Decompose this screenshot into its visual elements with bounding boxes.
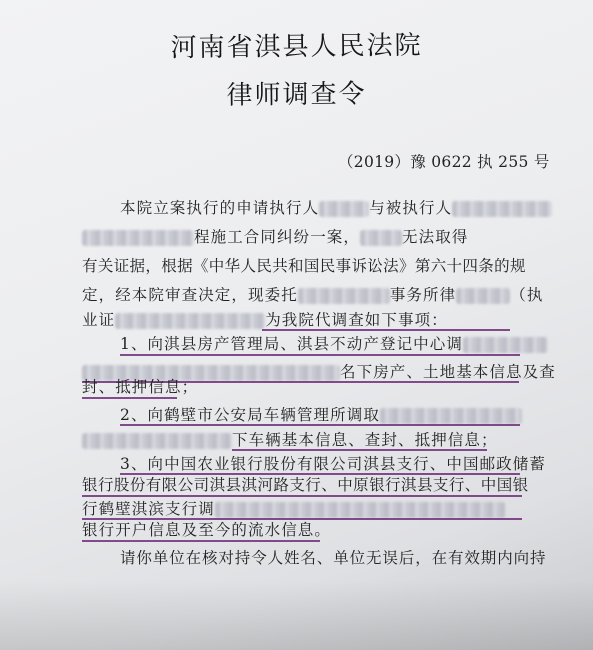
redacted-text (82, 230, 194, 246)
body-text: 封、抵押信息； (82, 378, 199, 396)
body-text: 2、向鹤壁市公安局车辆管理所调取 (120, 406, 380, 424)
body-text: 有关证据，根据《中华人民共和国民事诉讼法》第六十四条的规 (82, 257, 526, 275)
body-line-3 (82, 254, 526, 276)
body-line-14 (82, 518, 331, 540)
redacted-name (452, 201, 552, 217)
body-text: 下车辆基本信息、查封、抵押信息； (232, 431, 498, 449)
body-text: 名下房产、土地基本信息及查 (340, 363, 556, 381)
body-text: 行鹤壁淇滨支行调 (82, 500, 215, 518)
redacted-text (360, 230, 402, 246)
body-text: 定，经本院审查决定，现委托 (82, 286, 298, 304)
underline-mark (120, 424, 520, 426)
underline-mark (262, 329, 510, 331)
underline-mark (120, 354, 520, 356)
redacted-text (82, 433, 232, 449)
body-line-15 (120, 546, 546, 568)
underline-mark (82, 397, 177, 399)
body-text: 业证 (82, 311, 116, 329)
document-title: 律师调查令 (226, 79, 367, 111)
redacted-text (380, 408, 522, 424)
body-text: 无法取得 (402, 228, 469, 246)
redacted-text (215, 502, 505, 518)
body-line-11 (120, 452, 546, 474)
body-text: 本院立案执行的申请执行人 (120, 199, 320, 217)
redacted-text (456, 288, 510, 304)
redacted-text (463, 337, 548, 353)
redacted-text (298, 288, 390, 304)
redacted-text (115, 313, 265, 329)
body-text: 事务所律 (389, 286, 457, 304)
body-line-6 (120, 332, 548, 354)
body-line-13 (82, 497, 505, 519)
body-text: 程施工合同纠纷一案， (194, 228, 361, 246)
body-line-4 (82, 283, 543, 305)
body-text: 银行开户信息及至今的流水信息。 (82, 521, 332, 539)
body-text: 1、向淇县房产管理局、淇县不动产登记中心调 (120, 335, 463, 353)
case-number: （2019）豫 0622 执 255 号 (338, 153, 550, 171)
page-shadow (0, 580, 593, 650)
body-text: 3、向中国农业银行股份有限公司淇县支行、中国邮政储蓄 (120, 455, 546, 473)
body-text: （执 (510, 286, 544, 304)
underline-mark (82, 540, 320, 542)
underline-mark (232, 449, 487, 451)
redacted-name (319, 201, 369, 217)
body-line-8 (82, 375, 198, 397)
body-text: 为我院代调查如下事项： (265, 311, 448, 329)
body-line-5 (82, 308, 448, 330)
body-line-12 (82, 473, 529, 495)
body-text: 请你单位在核对持令人姓名、单位无误后，在有效期内向持 (120, 549, 547, 567)
court-name: 河南省淇县人民法院 (170, 30, 423, 64)
body-line-2 (82, 225, 468, 247)
body-text: 与被执行人 (369, 199, 453, 217)
body-line-9 (120, 403, 522, 425)
body-line-1 (120, 196, 552, 218)
body-text: 银行股份有限公司淇县淇河路支行、中原银行淇县支行、中国银 (82, 476, 529, 494)
body-line-10 (82, 428, 498, 450)
